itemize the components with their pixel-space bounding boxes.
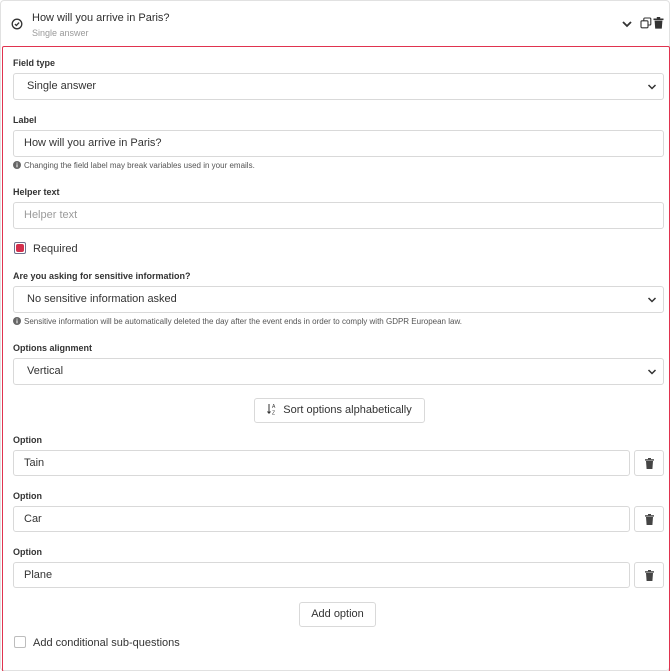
chevron-down-icon[interactable] [621, 18, 633, 30]
question-header[interactable] [1, 1, 669, 45]
field-type-select[interactable] [13, 73, 664, 100]
add-option-button[interactable] [299, 602, 376, 627]
delete-option-button[interactable] [634, 562, 664, 588]
trash-icon [645, 458, 654, 469]
trash-icon[interactable] [653, 17, 664, 29]
sort-alpha-icon [267, 403, 278, 415]
helper-text-input[interactable] [13, 202, 664, 229]
copy-icon[interactable] [640, 17, 652, 29]
question-type-subtitle: Single answer [32, 28, 89, 38]
svg-text:A: A [272, 404, 276, 410]
sensitive-info-hint-text: Sensitive information will be automatically deleted the day after the event ends in order to comply with GDPR European law. [24, 317, 463, 326]
helper-text-placeholder: Helper text [24, 209, 78, 221]
required-checkbox[interactable] [14, 242, 26, 254]
option-input[interactable] [13, 450, 630, 476]
option-label: Option [13, 491, 42, 501]
label-hint-text: Changing the field label may break variables used in your emails. [24, 161, 255, 170]
svg-text:Z: Z [272, 410, 276, 415]
helper-text-label: Helper text [13, 187, 60, 197]
sensitive-info-hint [13, 317, 462, 326]
option-value: Car [24, 513, 42, 525]
options-alignment-label: Options alignment [13, 343, 93, 353]
trash-icon [645, 570, 654, 581]
label-hint [13, 161, 255, 170]
label-field-label: Label [13, 115, 37, 125]
option-label: Option [13, 435, 42, 445]
info-icon [13, 161, 21, 169]
field-type-value: Single answer [27, 80, 97, 92]
info-icon [13, 317, 21, 325]
add-option-label: Add option [311, 608, 364, 620]
sensitive-info-value: No sensitive information asked [27, 293, 177, 305]
option-input[interactable] [13, 562, 630, 588]
chevron-down-icon [647, 295, 657, 305]
conditional-subquestions-checkbox[interactable] [14, 636, 26, 648]
delete-option-button[interactable] [634, 506, 664, 532]
option-value: Plane [24, 569, 53, 581]
sort-options-label: Sort options alphabetically [283, 404, 412, 416]
option-input[interactable] [13, 506, 630, 532]
label-input[interactable] [13, 130, 664, 157]
sensitive-info-select[interactable] [13, 286, 664, 313]
field-type-label: Field type [13, 58, 56, 68]
option-value: Tain [24, 457, 45, 469]
chevron-down-icon [647, 367, 657, 377]
sensitive-info-label: Are you asking for sensitive information? [13, 271, 191, 281]
delete-option-button[interactable] [634, 450, 664, 476]
check-circle-icon [11, 18, 23, 30]
question-editor-panel [2, 46, 670, 671]
label-input-value: How will you arrive in Paris? [24, 137, 162, 149]
options-alignment-value: Vertical [27, 365, 64, 377]
question-title: How will you arrive in Paris? [32, 12, 170, 24]
chevron-down-icon [647, 82, 657, 92]
option-label: Option [13, 547, 42, 557]
sort-options-button[interactable] [254, 398, 425, 423]
conditional-subquestions-label: Add conditional sub-questions [33, 637, 180, 649]
trash-icon [645, 514, 654, 525]
required-label: Required [33, 243, 78, 255]
options-alignment-select[interactable] [13, 358, 664, 385]
